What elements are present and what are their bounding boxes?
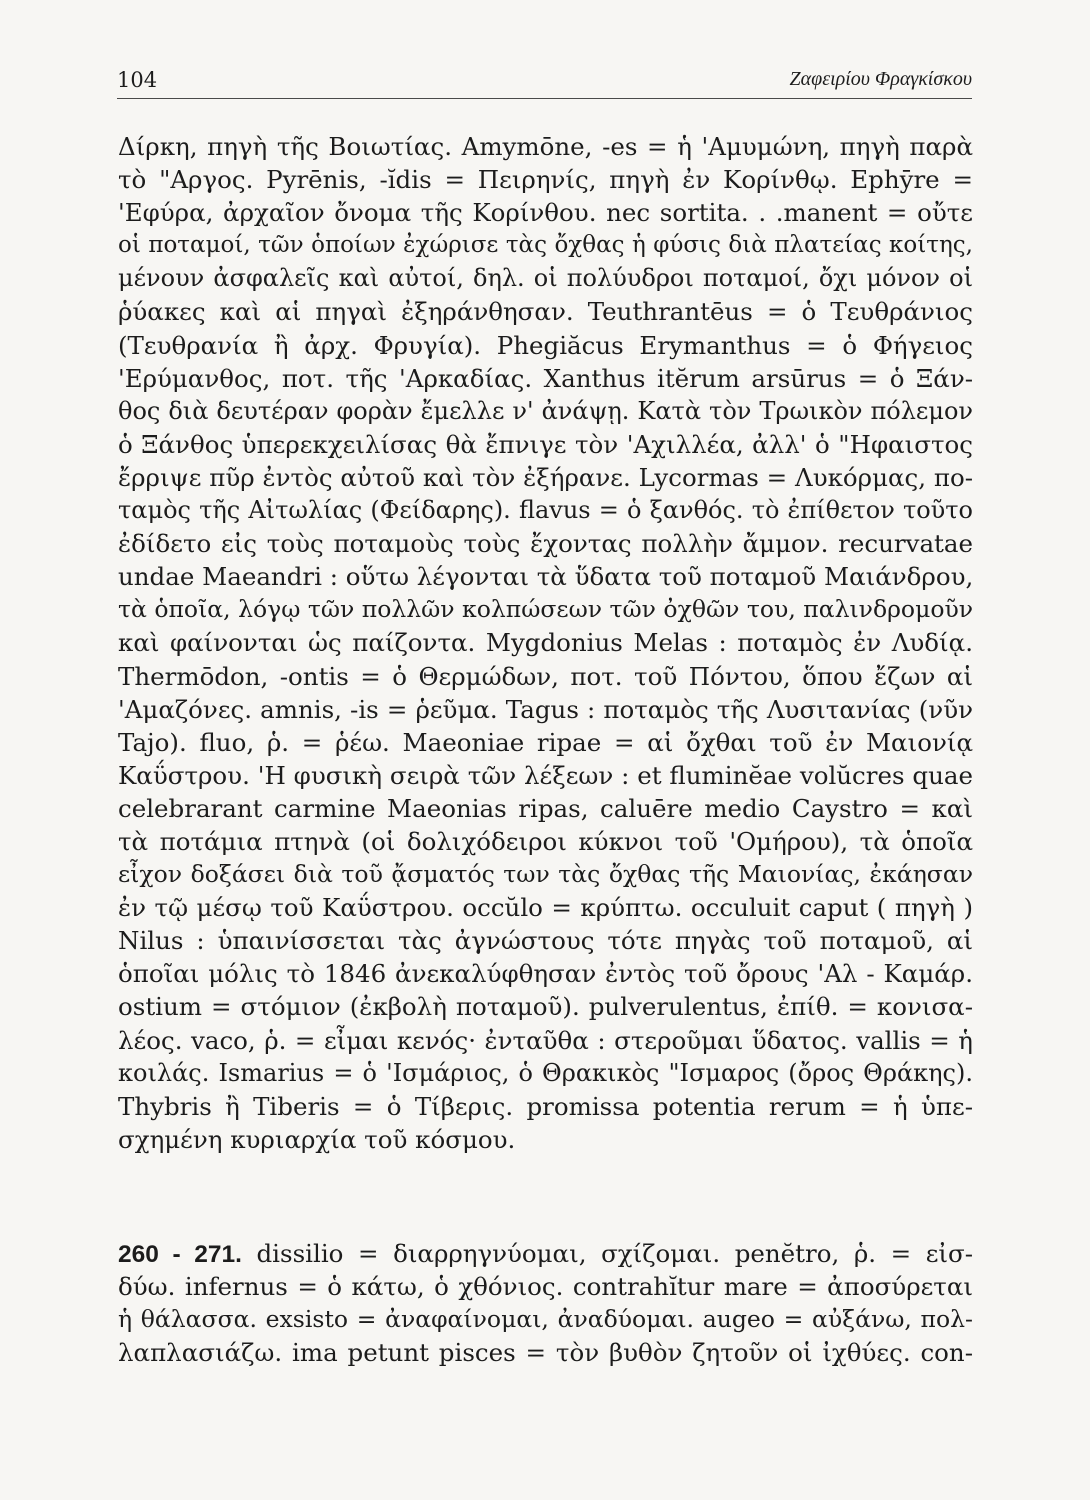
text-line: 'Ερύμανθος, ποτ. τῆς 'Αρκαδίας. Xanthus itĕrum arsūrus = ὁ Ξάν- [118,363,973,393]
text-line: λέος. vaco, ῥ. = εἶμαι κενός· ἐνταῦθα : στεροῦμαι ὕδατος. vallis = ἡ [118,1025,973,1055]
text-line: Nilus : ὑπαινίσσεται τὰς ἀγνώστους τότε πηγὰς τοῦ ποταμοῦ, αἱ [118,926,973,956]
commentary-paragraph [118,130,973,1156]
text-line: εἶχον δοξάσει διὰ τοῦ ᾄσματός των τὰς ὄχθας τῆς Μαιονίας, ἐκάησαν [118,860,973,889]
text-line: celebrarant carmine Maeonias ripas, caluēre medio Caystro = καὶ [118,793,973,823]
text-line: ὁποῖαι μόλις τὸ 1846 ἀνεκαλύφθησαν ἐντὸς τοῦ ὄρους 'Αλ - Καμάρ. [118,959,973,989]
text-line: Καΰστρου. 'Η φυσικὴ σειρὰ τῶν λέξεων : et fluminĕae volŭcres quae [118,760,973,790]
text-line: ἔρριψε πῦρ ἐντὸς αὐτοῦ καὶ τὸν ἐξήρανε. Lycormas = Λυκόρμας, πο- [118,462,973,492]
text-line: κοιλάς. Ismarius = ὁ 'Ισμάριος, ὁ Θρακικὸς "Ισμαρος (ὄρος Θράκης). [118,1058,973,1087]
text-line: τὸ "Αργος. Pyrēnis, -ĭdis = Πειρηνίς, πηγὴ ἐν Κορίνθῳ. Ephȳre = [118,165,973,195]
text-line: ἡ θάλασσα. exsisto = ἀναφαίνομαι, ἀναδύομαι. augeo = αὐξάνω, πολ- [118,1305,973,1334]
page-number: 104 [117,68,158,92]
text-line: Δίρκη, πηγὴ τῆς Βοιωτίας. Amymōne, -es = ἡ 'Αμυμώνη, πηγὴ παρὰ [118,132,973,161]
text-line: δύω. infernus = ὁ κάτω, ὁ χθόνιος. contrahĭtur mare = ἀποσύρεται [118,1272,973,1302]
section-first-line: dissilio = διαρρηγνύομαι, σχίζομαι. penĕtro, ῥ. = εἰσ- [241,1239,973,1268]
text-line: οἱ ποταμοί, τῶν ὁποίων ἐχώρισε τὰς ὄχθας ἡ φύσις διὰ πλατείας κοίτης, [118,232,973,259]
text-line: undae Maeandri : οὕτω λέγονται τὰ ὕδατα τοῦ ποταμοῦ Μαιάνδρου, [118,562,974,592]
text-line: ἐδίδετο εἰς τοὺς ποταμοὺς τοὺς ἔχοντας πολλὴν ἄμμον. recurvatae [118,529,973,559]
page-header [117,64,972,99]
text-line: τὰ ὁποῖα, λόγῳ τῶν πολλῶν κολπώσεων τῶν ὀχθῶν του, παλινδρομοῦν [118,595,974,624]
running-title: Ζαφειρίου Φραγκίσκου [789,68,972,90]
text-line: 'Εφύρα, ἀρχαῖον ὄνομα τῆς Κορίνθου. nec sortita. . .manent = οὔτε [118,198,973,228]
text-line: (Τευθρανία ἢ ἀρχ. Φρυγία). Phegiăcus Erymanthus = ὁ Φήγειος [118,330,973,360]
text-line: ταμὸς τῆς Αἰτωλίας (Φείδαρης). flavus = ὁ ξανθός. τὸ ἐπίθετον τοῦτο [118,496,973,525]
text-line: σχημένη κυριαρχία τοῦ κόσμου. [118,1124,516,1154]
text-line: 'Αμαζόνες. amnis, -is = ῥεῦμα. Tagus : ποταμὸς τῆς Λυσιτανίας (νῦν [118,694,973,724]
text-line: ostium = στόμιον (ἐκβολὴ ποταμοῦ). pulverulentus, ἐπίθ. = κονισα- [118,992,973,1022]
text-line: καὶ φαίνονται ὡς παίζοντα. Mygdonius Melas : ποταμὸς ἐν Λυδίᾳ. [118,628,973,658]
text-line [118,1237,973,1270]
commentary-section-260-271 [118,1237,973,1369]
text-line: Thybris ἢ Tiberis = ὁ Τίβερις. promissa potentia rerum = ἡ ὑπε- [118,1091,973,1121]
text-line: θος διὰ δευτέραν φορὰν ἔμελλε ν' ἀνάψῃ. Κατὰ τὸν Τρωικὸν πόλεμον [118,396,973,425]
text-line: ὁ Ξάνθος ὑπερεκχειλίσας θὰ ἔπνιγε τὸν 'Αχιλλέα, ἀλλ' ὁ "Ηφαιστος [118,429,973,459]
text-line: Tajo). fluo, ῥ. = ῥέω. Maeoniae ripae = αἱ ὄχθαι τοῦ ἐν Μαιονίᾳ [118,727,973,757]
text-line: ῥύακες καὶ αἱ πηγαὶ ἐξηράνθησαν. Teuthrantēus = ὁ Τευθράνιος [118,297,973,327]
text-line: λαπλασιάζω. ima petunt pisces = τὸν βυθὸν ζητοῦν οἱ ἰχθύες. con- [118,1338,973,1368]
text-line: ἐν τῷ μέσῳ τοῦ Καΰστρου. occŭlo = κρύπτω. occuluit caput ( πηγὴ ) [118,893,973,923]
text-line: μένουν ἀσφαλεῖς καὶ αὐτοί, δηλ. οἱ πολύυδροι ποταμοί, ὄχι μόνον οἱ [118,264,973,293]
text-line: Thermōdon, -ontis = ὁ Θερμώδων, ποτ. τοῦ Πόντου, ὅπου ἔζων αἱ [118,661,973,691]
text-line: τὰ ποτάμια πτηνὰ (οἱ δολιχόδειροι κύκνοι τοῦ 'Ομήρου), τὰ ὁποῖα [118,826,973,856]
section-number: 260 - 271. [118,1241,242,1268]
